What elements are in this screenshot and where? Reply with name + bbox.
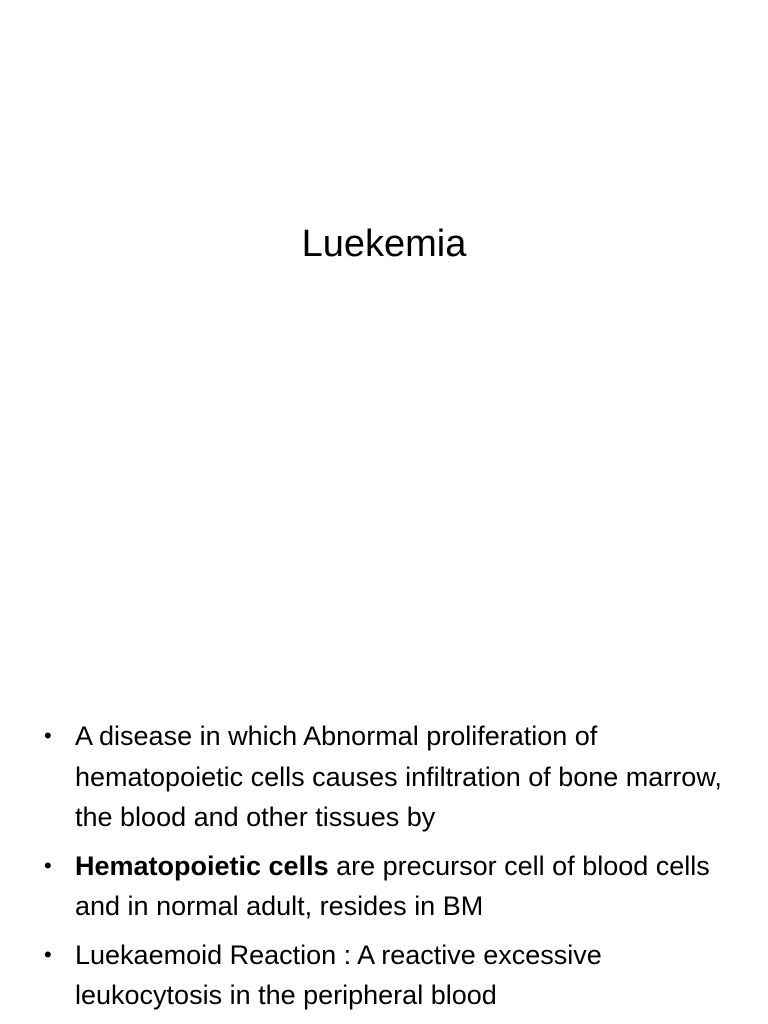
bullet-icon: • — [44, 723, 52, 748]
bullet-item-2 — [44, 846, 744, 927]
slide-title: Luekemia — [301, 223, 467, 265]
bullet-list — [44, 716, 744, 1024]
bullet-text: A disease in which Abnormal proliferation of hematopoietic cells causes infiltration of bone marrow, the blood and other tissues by — [75, 721, 722, 832]
bullet-item-1 — [44, 716, 744, 838]
bullet-icon: • — [44, 852, 52, 878]
bullet-bold-term: Hematopoietic cells — [75, 850, 329, 881]
bullet-text: Luekaemoid Reaction : A reactive excessive leukocytosis in the peripheral blood — [75, 939, 602, 1010]
bullet-item-3 — [44, 935, 744, 1016]
bullet-icon: • — [44, 941, 52, 967]
bullet-text: are precursor cell of blood cells and in normal adult, resides in BM — [75, 850, 710, 921]
